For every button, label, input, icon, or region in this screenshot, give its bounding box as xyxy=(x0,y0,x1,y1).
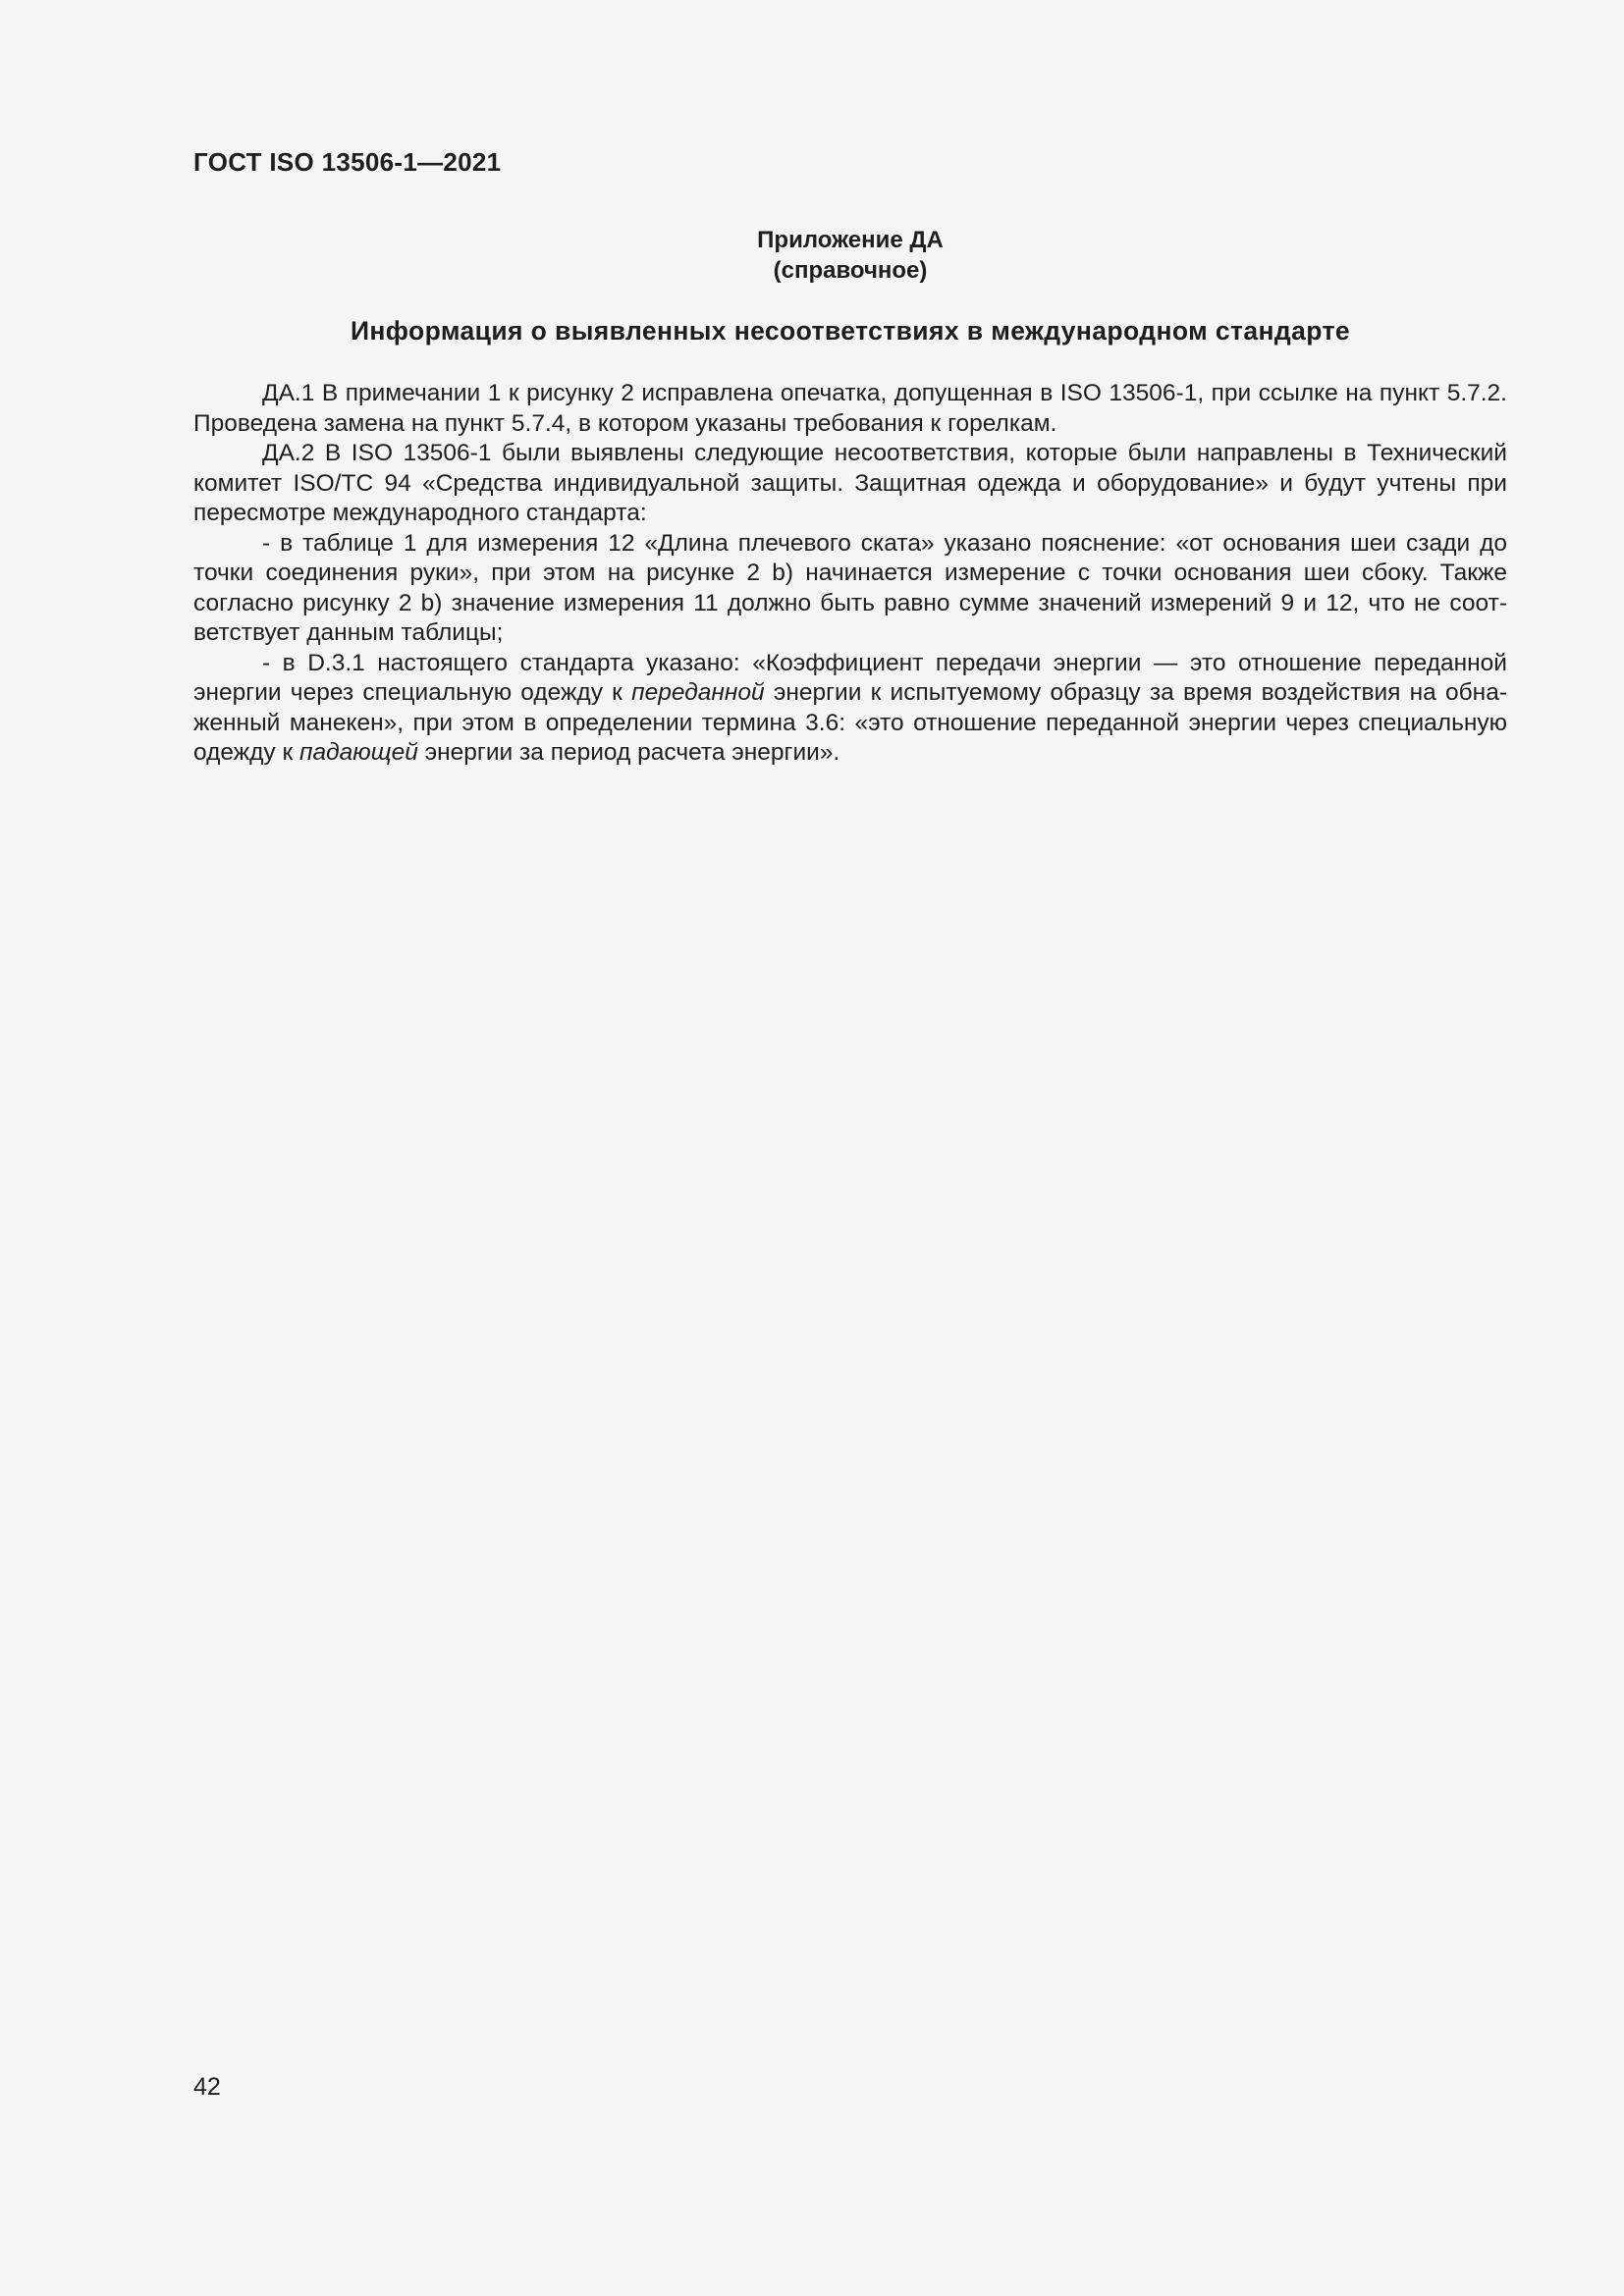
page-number: 42 xyxy=(193,2073,221,2101)
italic-term-incident: падающей xyxy=(299,739,418,766)
paragraph-d31-part1: - в D.3.1 настоящего стандарта указано: «Коэффициент передачи энергии — это отношение переданной энергии через специальную одежду к xyxy=(193,649,1507,706)
paragraph-d31-note xyxy=(193,649,1507,769)
paragraph-table-note: - в таблице 1 для измерения 12 «Длина плечевого ската» указано пояснение: «от основания шеи сзади до точки соединения руки», при этом на рисунке 2 b) начинается измерение с точки основания шеи сбоку. Также согласно рисунку 2 b) значение измерения 11 должно быть равно сумме значений измерений 9 и 12, что не соответствует данным таблицы; xyxy=(193,529,1507,646)
annex-title: Приложение ДА xyxy=(757,227,944,253)
annex-subtitle: (справочное) xyxy=(773,257,928,284)
italic-term-transmitted: переданной xyxy=(631,679,765,706)
paragraph-d31-part3: энергии за период расчета энергии». xyxy=(417,739,840,766)
paragraph-da2: ДА.2 В ISO 13506-1 были выявлены следующие несоответствия, которые были направлены в Технический комитет ISO/TC 94 «Средства индивидуальной защиты. Защитная одежда и оборудование» и будут учтены при пересмотре международного стандарта: xyxy=(193,440,1507,526)
paragraph-d31-part2: энергии к испытуемому образцу за время воздействия на обнаженный манекен», при этом в определении термина 3.6: «это отношение переданной энергии через специальную одежду к xyxy=(193,679,1507,766)
document-code: ГОСТ ISO 13506-1—2021 xyxy=(193,147,502,177)
section-title: Информация о выявленных несоответствиях в международном стандарте xyxy=(350,316,1351,346)
body-text xyxy=(193,379,1507,769)
paragraph-da1: ДА.1 В примечании 1 к рисунку 2 исправлена опечатка, допущенная в ISO 13506-1, при ссылке на пункт 5.7.2. Проведена замена на пункт 5.7.4, в котором указаны требования к горелкам. xyxy=(193,380,1507,437)
annex-heading xyxy=(193,225,1507,286)
